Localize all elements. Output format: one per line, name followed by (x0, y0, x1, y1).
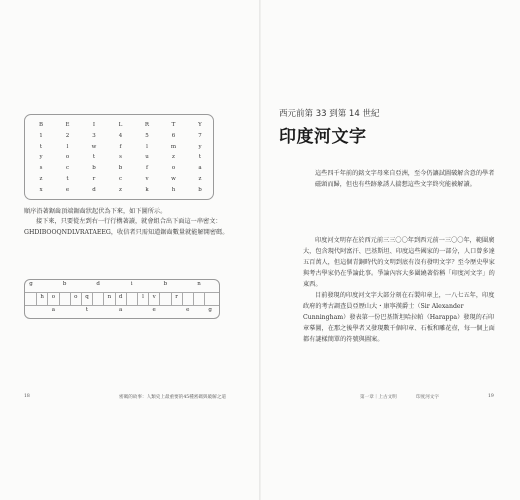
rail-letter: l (142, 294, 144, 300)
right-paragraph-2: 目前發現的印度河文字大部分刻在石製印章上，一八七五年，印度政府的考古調查員亞歷山大・康寧漢爵士（Sir Alexander Cunningham）發表第一份巴基斯坦哈拉帕（Harappa）發現的石印章摹圖，在那之後學者又發現數千個印章、石板和雕花壺，每一個上面都有謎樣簡單的符號與圖案。 (303, 292, 495, 343)
left-paragraph-2: 接下來，只要從左到右一行行構著讀，就會組合出下面這一串密文：GHDIBOOQNDLVRATAEEG，收信者只需知道鋸齒數量就能解開密碼。 (24, 218, 229, 236)
cipher-cell: 6 (171, 132, 176, 139)
cipher-cell: z (198, 176, 202, 182)
cipher-cell: t (198, 154, 202, 161)
cipher-cell: b (92, 165, 96, 172)
rail-divider (137, 292, 138, 305)
rail-letter: a (118, 307, 123, 313)
rail-divider (182, 292, 183, 305)
cipher-cell: m (170, 143, 177, 150)
cipher-cell: 5 (145, 132, 149, 139)
cipher-cell: t (92, 154, 96, 161)
rail-letter: g (208, 307, 212, 313)
cipher-cell: L (118, 122, 123, 128)
rail-letter: g (29, 281, 33, 287)
cipher-grid-table (24, 114, 214, 200)
cipher-cell: B (38, 122, 44, 128)
cipher-cell: x (39, 186, 43, 193)
cipher-cell: T (171, 122, 176, 128)
rail-divider (193, 292, 194, 305)
cipher-cell: y (39, 154, 43, 161)
rail-divider (81, 292, 82, 305)
book-gutter (259, 0, 261, 500)
cipher-row (35, 184, 205, 196)
rail-divider (103, 292, 104, 305)
cipher-cell: s (39, 165, 43, 172)
rail-divider (204, 292, 205, 305)
rail-letter: r (175, 294, 178, 300)
cipher-cell: E (65, 122, 70, 128)
rail-letter: n (107, 294, 112, 300)
cipher-cell: t (66, 176, 69, 182)
chapter-title: 印度河文字 (279, 127, 367, 147)
intro-paragraph (315, 168, 495, 190)
cipher-cell: b (198, 186, 202, 193)
cipher-cell: z (119, 186, 122, 193)
rail-divider (70, 292, 71, 305)
cipher-cell: a (198, 165, 202, 172)
rail-divider (171, 292, 172, 305)
right-running-head-title: 印度河文字 (416, 395, 439, 400)
era-heading: 西元前第 33 到第 14 世紀 (279, 109, 380, 119)
rail-divider (126, 292, 127, 305)
left-page-text (24, 207, 250, 238)
cipher-cell: f (145, 165, 149, 172)
cipher-cell: h (171, 186, 176, 193)
cipher-cell: l (66, 143, 69, 150)
cipher-cell: s (119, 154, 122, 161)
cipher-cell: w (91, 143, 97, 150)
right-page-text (303, 235, 499, 345)
cipher-cell: b (118, 165, 123, 172)
rail-letter: o (51, 294, 56, 300)
rail-letter: t (85, 307, 89, 313)
rail-fence-diagram (24, 279, 220, 319)
left-page-number: 18 (24, 394, 30, 399)
cipher-cell: I (92, 122, 96, 128)
rail-divider (59, 292, 60, 305)
cipher-cell: e (65, 186, 70, 193)
rail-letter: d (96, 281, 100, 287)
cipher-cell: v (145, 176, 149, 182)
cipher-cell: c (118, 176, 123, 182)
cipher-cell: 2 (65, 132, 70, 139)
rail-letter: d (118, 294, 123, 300)
right-paragraph-1: 印度河文明存在於西元前三三〇〇年到西元前一三〇〇年，範圍廣大，包含現代阿富汗、巴基斯坦、印度這些國家的一部分，人口曾多達五百萬人，但這個青銅時代的文明到底有沒有發明文字？至今歷史學家與考古學家仍在爭論此事。爭論內容大多圍繞著俗稱「印度河文字」的東西。 (303, 237, 495, 288)
cipher-cell: y (198, 143, 202, 150)
rail-letter: e (152, 307, 156, 313)
rail-line (25, 292, 219, 293)
rail-divider (92, 292, 93, 305)
rail-letter: n (197, 281, 201, 287)
rail-divider (159, 292, 160, 305)
cipher-cell: o (65, 154, 70, 161)
cipher-cell: R (144, 122, 150, 128)
rail-letter: b (62, 281, 67, 287)
cipher-cell: Y (198, 122, 202, 128)
rail-letter: i (130, 281, 133, 287)
cipher-cell: c (65, 165, 70, 172)
cipher-cell: k (145, 186, 149, 193)
rail-letter: e (186, 307, 190, 313)
rail-letter: v (152, 294, 156, 300)
rail-divider (148, 292, 149, 305)
cipher-cell: r (92, 176, 96, 182)
rail-letter: h (40, 294, 44, 300)
cipher-cell: 4 (118, 132, 123, 139)
rail-line (25, 305, 219, 306)
cipher-cell: f (119, 143, 122, 150)
intro-text: 這些四千年前的銘文字母來自亞洲，至今仍讓試圖破解含意的學者磁頭而歸，但也有些跡象誘人揣想這些文字終究能被解讀。 (315, 170, 495, 188)
rail-divider (115, 292, 116, 305)
rail-letter: b (163, 281, 168, 287)
cipher-cell: d (92, 186, 96, 193)
cipher-cell: l (146, 143, 148, 150)
rail-letter: a (51, 307, 56, 313)
left-paragraph-1: 順序沿著鋸齒頂端鋸齒狀起伏為下來，如下圖所示。 (24, 208, 167, 215)
rail-letter: q (85, 294, 89, 300)
cipher-cell: t (39, 143, 43, 150)
cipher-cell: w (171, 176, 176, 182)
cipher-cell: z (39, 176, 43, 182)
cipher-cell: o (171, 165, 176, 172)
cipher-cell: 7 (198, 132, 202, 139)
right-running-head-chapter: 第一章｜上古文明 (360, 395, 397, 400)
cipher-cell: 1 (39, 132, 43, 139)
cipher-cell: u (145, 154, 149, 161)
right-page-number: 19 (488, 394, 494, 399)
left-running-head: 密碼的故事：人類史上最重要的45種密碼與破解之道 (119, 395, 226, 400)
rail-letter: o (74, 294, 78, 300)
cipher-cell: 3 (92, 132, 96, 139)
rail-divider (36, 292, 37, 305)
cipher-cell: z (172, 154, 175, 161)
rail-divider (47, 292, 48, 305)
